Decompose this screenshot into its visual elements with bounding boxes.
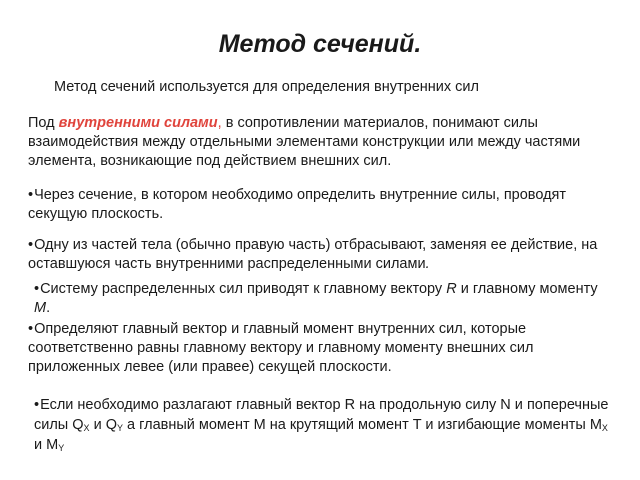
bullet-marker: • (28, 237, 34, 253)
subtitle: Метод сечений используется для определения внутренних сил (54, 79, 479, 95)
bullet-determine (28, 320, 618, 377)
bullet-text-part1: Систему распределенных сил приводят к главному вектору (40, 281, 447, 297)
bullet-period: . (425, 256, 430, 272)
subscript-my: Y (58, 443, 65, 453)
definition-lead: Под (28, 115, 59, 131)
bullet-text-part3: а главный момент M на крутящий момент T и изгибающие моменты M (123, 417, 602, 433)
bullet-section-plane (28, 186, 618, 224)
subscript-qx: X (83, 423, 90, 433)
bullet-text-part2: и Q (89, 417, 117, 433)
bullet-decompose (34, 395, 614, 455)
bullet-marker: • (28, 187, 34, 203)
accent-comma: , (217, 115, 222, 131)
page-title: Метод сечений. (218, 30, 422, 58)
bullet-text-part4: и M (34, 437, 59, 453)
vector-r-symbol: R (446, 281, 457, 297)
moment-m-symbol: M (34, 300, 47, 316)
bullet-marker: • (34, 397, 40, 413)
bullet-text: Определяют главный вектор и главный момент внутренних сил, которые соответственно равны главному вектору и главному моменту внешних сил приложенных левее (или правее) секущей плоскости. (28, 321, 534, 375)
bullet-discard-part (28, 236, 618, 274)
subscript-mx: X (601, 423, 608, 433)
bullet-main-vector (34, 280, 614, 318)
bullet-period: . (46, 300, 51, 316)
bullet-text: Через сечение, в котором необходимо определить внутренние силы, проводят секущую плоскость. (28, 187, 567, 222)
bullet-marker: • (28, 321, 34, 337)
bullet-text: Одну из частей тела (обычно правую часть) отбрасывают, заменяя ее действие, на оставшуюся часть внутренними распределенными силами (28, 237, 598, 272)
bullet-text-part1: Если необходимо разлагают главный вектор R на продольную силу N и поперечные силы Q (34, 397, 609, 433)
internal-forces-term: внутренними силами (58, 115, 218, 131)
bullet-text-part2: и главному моменту (456, 281, 598, 297)
bullet-marker: • (34, 281, 40, 297)
definition-rest: в сопротивлении материалов, понимают силы взаимодействия между отдельными элементами конструкции или между частями элемента, возникающие под действием внешних сил. (28, 115, 581, 169)
definition-paragraph (28, 114, 618, 171)
subscript-qy: Y (117, 423, 124, 433)
